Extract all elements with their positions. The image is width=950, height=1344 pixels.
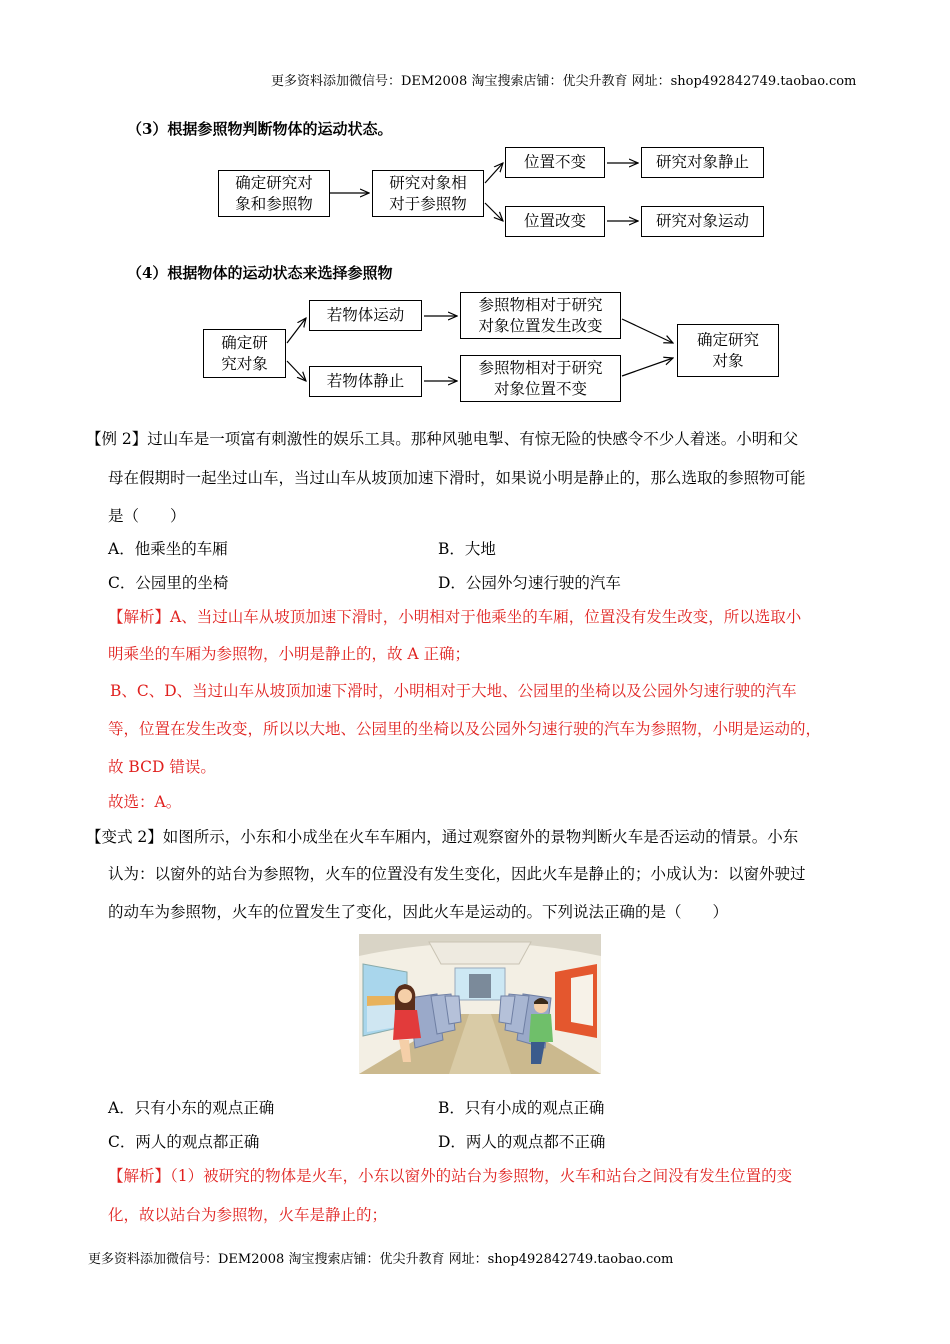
arrow-b2-b4 bbox=[485, 203, 503, 221]
flow-box-determine-object: 确定研 究对象 bbox=[203, 329, 286, 378]
flow-box-reference-position-changes: 参照物相对于研究 对象位置发生改变 bbox=[460, 292, 621, 339]
variant2-option-b: B．只有小成的观点正确 bbox=[438, 1099, 605, 1117]
example2-answer: 故选：A。 bbox=[108, 793, 182, 811]
arrow-c4-c6 bbox=[622, 319, 673, 343]
variant2-option-a: A．只有小东的观点正确 bbox=[108, 1099, 275, 1117]
flow-box-position-unchanged: 位置不变 bbox=[505, 147, 605, 178]
variant2-line3: 的动车为参照物，火车的位置发生了变化，因此火车是运动的。下列说法正确的是（ ） bbox=[108, 903, 729, 921]
example2-option-d: D．公园外匀速行驶的汽车 bbox=[438, 574, 621, 592]
section3-heading: （3）根据参照物判断物体的运动状态。 bbox=[127, 120, 393, 138]
variant2-line1: 【变式 2】如图所示，小东和小成坐在火车车厢内，通过观察窗外的景物判断火车是否运动的情景。小东 bbox=[86, 828, 799, 846]
arrow-c1-c3 bbox=[287, 361, 306, 381]
example2-line3: 是（ ） bbox=[108, 507, 186, 525]
example2-option-a: A．他乘坐的车厢 bbox=[108, 540, 228, 558]
flow-box-position-changed: 位置改变 bbox=[505, 206, 605, 237]
flow-box-if-moving: 若物体运动 bbox=[309, 300, 422, 331]
page-footer: 更多资料添加微信号：DEM2008 淘宝搜索店铺：优尖升教育 网址：shop492842749.taobao.com bbox=[88, 1252, 674, 1267]
flow-box-determine-object-reference: 确定研究对 象和参照物 bbox=[218, 170, 330, 217]
example2-analysis-line4: 等，位置在发生改变，所以以大地、公园里的坐椅以及公园外匀速行驶的汽车为参照物，小明是运动的， bbox=[108, 720, 822, 738]
arrow-c1-c2 bbox=[287, 318, 306, 343]
example2-option-b: B．大地 bbox=[438, 540, 496, 558]
example2-line2: 母在假期时一起坐过山车，当过山车从坡顶加速下滑时，如果说小明是静止的，那么选取的参照物可能 bbox=[108, 469, 806, 487]
page-header: 更多资料添加微信号：DEM2008 淘宝搜索店铺：优尖升教育 网址：shop492842749.taobao.com bbox=[271, 74, 857, 89]
variant2-line2: 认为：以窗外的站台为参照物，火车的位置没有发生变化，因此火车是静止的；小成认为：以窗外驶过 bbox=[108, 865, 806, 883]
flow-box-object-moving: 研究对象运动 bbox=[641, 206, 764, 237]
example2-analysis-line1: 【解析】A、当过山车从坡顶加速下滑时，小明相对于他乘坐的车厢，位置没有发生改变，所以选取小 bbox=[108, 608, 802, 626]
arrow-c5-c6 bbox=[622, 358, 673, 376]
flow-box-if-static: 若物体静止 bbox=[309, 366, 422, 397]
example2-analysis-line5: 故 BCD 错误。 bbox=[108, 758, 216, 776]
variant2-analysis-line2: 化，故以站台为参照物，火车是静止的； bbox=[108, 1206, 388, 1224]
example2-analysis-line2: 明乘坐的车厢为参照物，小明是静止的，故 A 正确； bbox=[108, 645, 471, 663]
variant2-option-d: D．两人的观点都不正确 bbox=[438, 1133, 606, 1151]
example2-option-c: C．公园里的坐椅 bbox=[108, 574, 229, 592]
flow-box-reference-position-unchanged: 参照物相对于研究 对象位置不变 bbox=[460, 355, 621, 402]
example2-line1: 【例 2】过山车是一项富有刺激性的娱乐工具。那种风驰电掣、有惊无险的快感令不少人着迷。小明和父 bbox=[86, 430, 799, 448]
section4-heading: （4）根据物体的运动状态来选择参照物 bbox=[127, 264, 393, 282]
variant2-analysis-line1: 【解析】（1）被研究的物体是火车，小东以窗外的站台为参照物，火车和站台之间没有发生位置的变 bbox=[108, 1167, 793, 1185]
variant2-option-c: C．两人的观点都正确 bbox=[108, 1133, 260, 1151]
train-carriage-illustration bbox=[359, 934, 601, 1074]
flow-box-object-relative-reference: 研究对象相 对于参照物 bbox=[372, 170, 484, 217]
flow-box-determine-object-result: 确定研究 对象 bbox=[677, 324, 779, 377]
example2-analysis-line3: B、C、D、当过山车从坡顶加速下滑时，小明相对于大地、公园里的坐椅以及公园外匀速行驶的汽车 bbox=[110, 682, 797, 700]
arrow-b2-b3 bbox=[485, 163, 503, 183]
flow-box-object-static: 研究对象静止 bbox=[641, 147, 764, 178]
